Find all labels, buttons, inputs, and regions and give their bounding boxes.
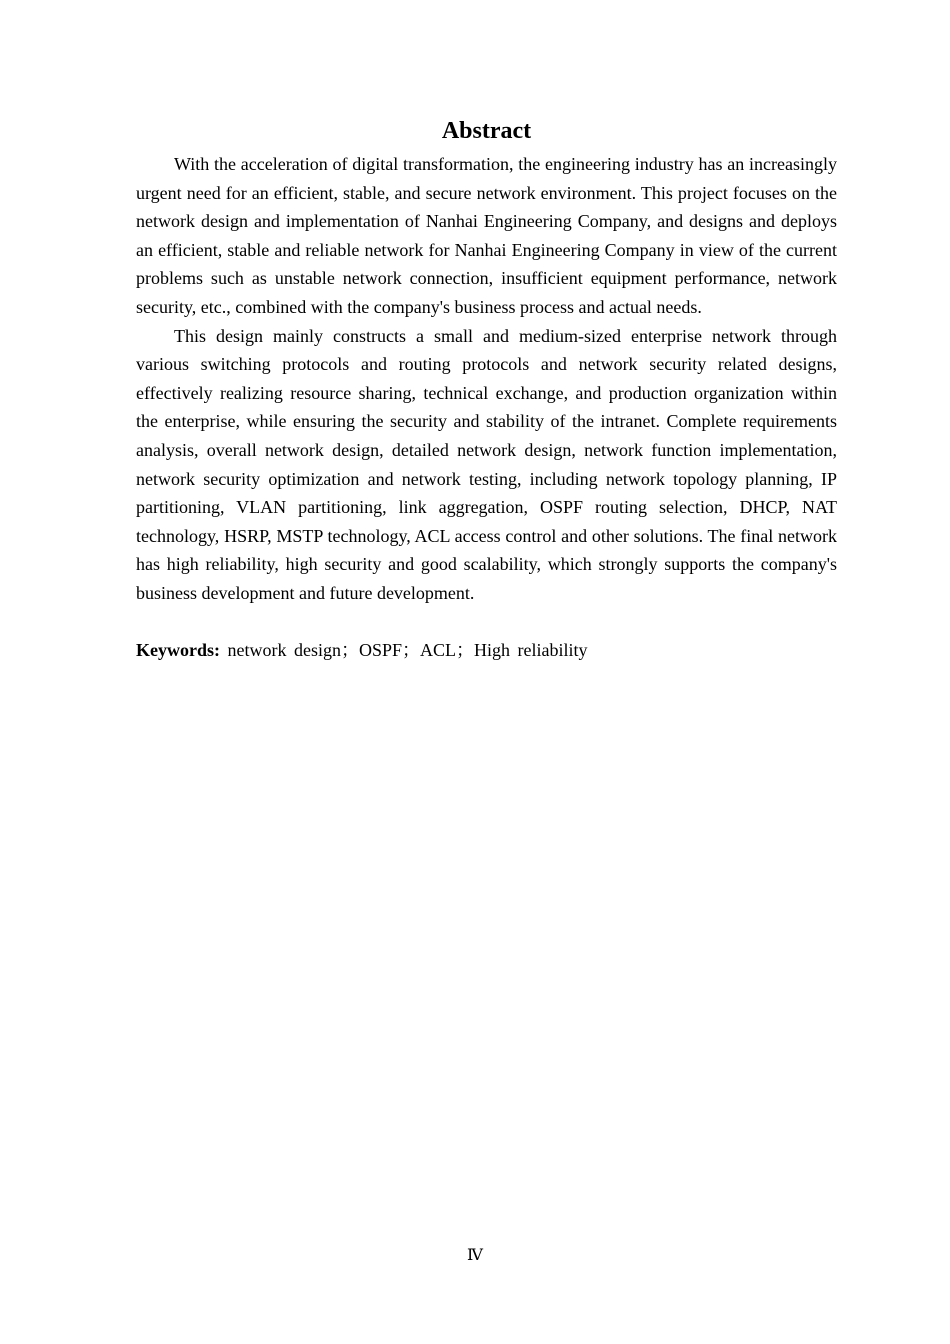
abstract-title: Abstract [441, 118, 532, 144]
abstract-section [136, 114, 837, 664]
keywords-list: network design；OSPF；ACL；High reliability [220, 639, 588, 660]
page-number: Ⅳ [467, 1247, 483, 1264]
keywords-label: Keywords: [136, 639, 220, 660]
abstract-paragraph-1: With the acceleration of digital transformation, the engineering industry has an increasingly urgent need for an efficient, stable, and secure network environment. This project focuses on the network design and implementation of Nanhai Engineering Company, and designs and deploys an efficient, stable and reliable network for Nanhai Engineering Company in view of the current problems such as unstable network connection, insufficient equipment performance, network security, etc., combined with the company's business process and actual needs. [136, 154, 837, 317]
abstract-paragraph-2: This design mainly constructs a small and medium-sized enterprise network through various switching protocols and routing protocols and network security related designs, effectively realizing resource sharing, technical exchange, and production organization within the enterprise, while ensuring the security and stability of the intranet. Complete requirements analysis, overall network design, detailed network design, network function implementation, network security optimization and network testing, including network topology planning, IP partitioning, VLAN partitioning, link aggregation, OSPF routing selection, DHCP, NAT technology, HSRP, MSTP technology, ACL access control and other solutions. The final network has high reliability, high security and good scalability, which strongly supports the company's business development and future development. [136, 325, 837, 603]
keywords-line [136, 636, 837, 665]
